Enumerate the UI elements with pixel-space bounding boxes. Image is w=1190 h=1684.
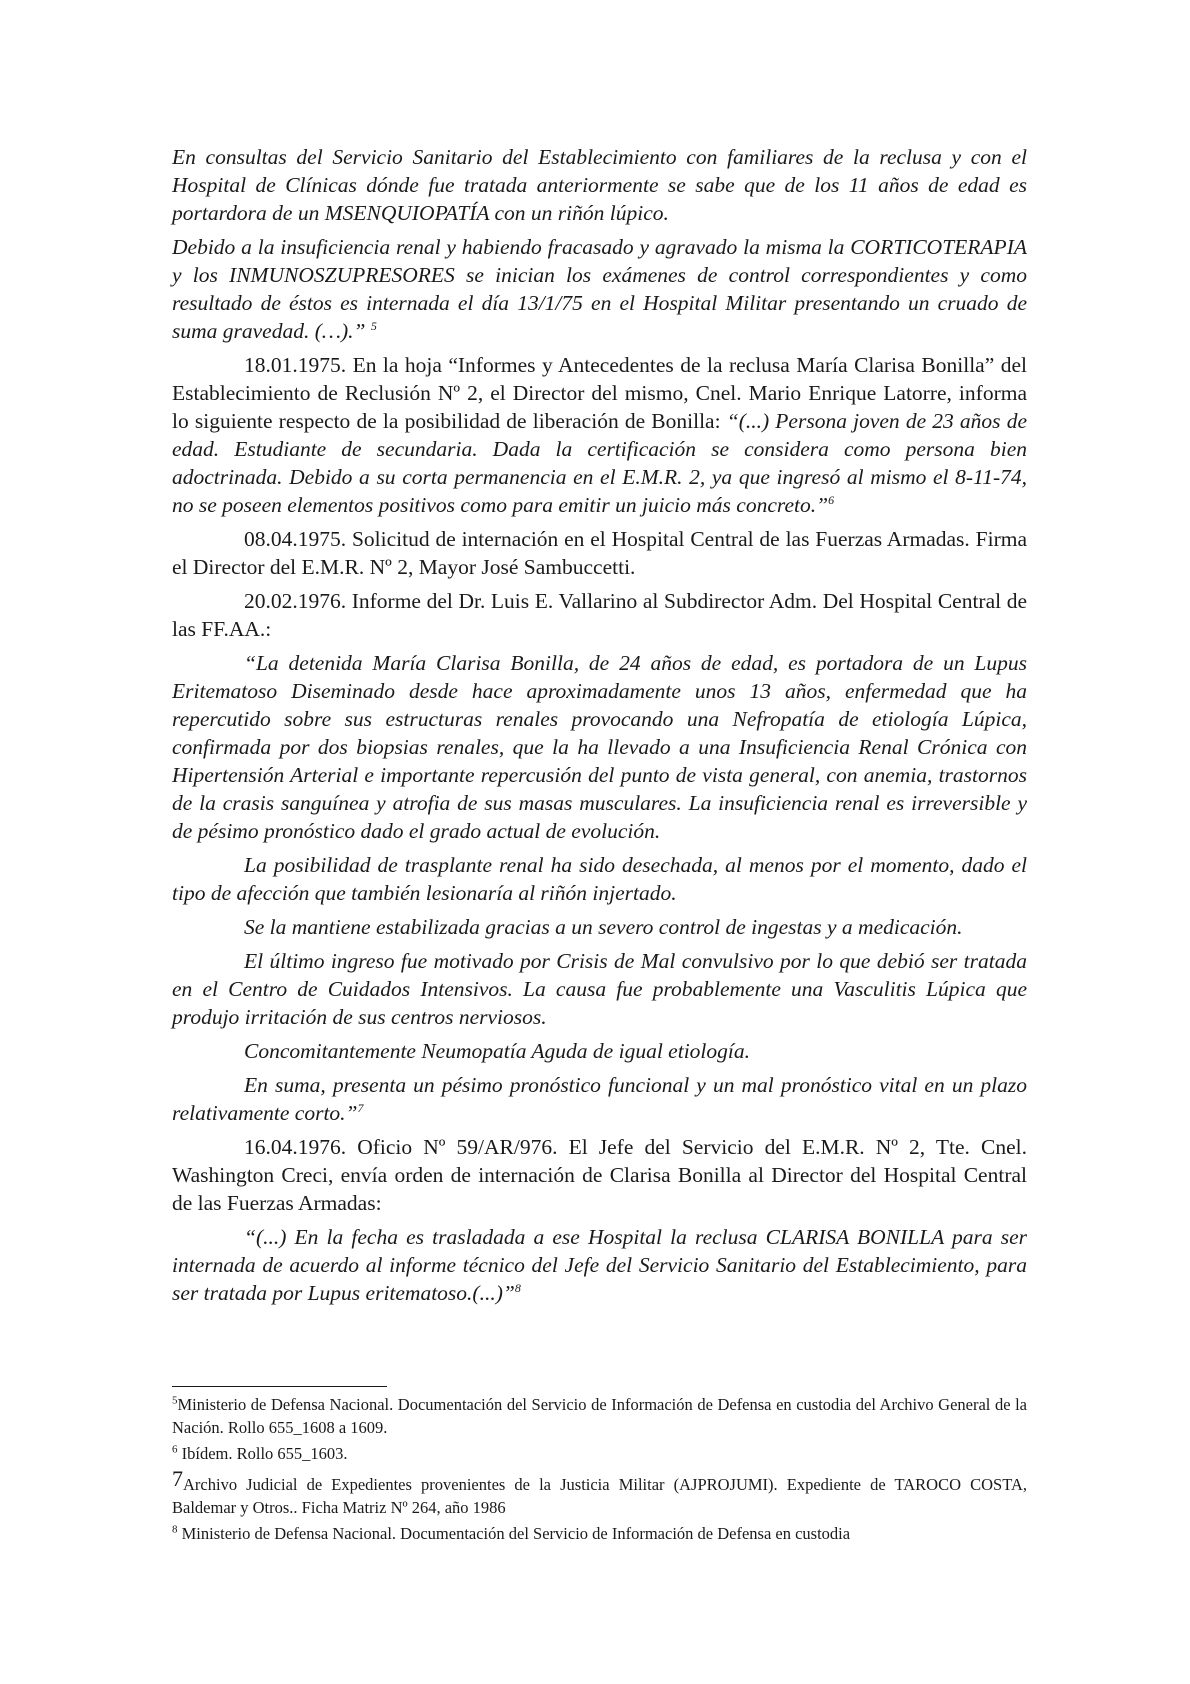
paragraph-08-04-1975 <box>172 525 1027 581</box>
paragraph-text: 16.04.1976. Oficio Nº 59/AR/976. El Jefe del Servicio del E.M.R. Nº 2, Tte. Cnel. Washington Creci, envía orden de internación de Clarisa Bonilla al Director del Hospital Central de las Fuerzas Armadas: <box>172 1135 1027 1215</box>
footnote-text: Ministerio de Defensa Nacional. Documentación del Servicio de Información de Defensa en custodia del Archivo General de la Nación. Rollo 655_1608 a 1609. <box>172 1395 1027 1437</box>
quote-paragraph-traslado <box>172 1223 1027 1307</box>
footnote-number: 7 <box>172 1466 183 1491</box>
footnote-separator <box>172 1386 387 1387</box>
paragraph-20-02-1976 <box>172 587 1027 643</box>
paragraph-text: El último ingreso fue motivado por Crisis de Mal convulsivo por lo que debió ser tratada en el Centro de Cuidados Intensivos. La causa fue probablemente una Vasculitis Lúpica que produjo irritación de sus centros nerviosos. <box>172 949 1027 1029</box>
footnote-7 <box>172 1468 1027 1519</box>
quote-paragraph-trasplante <box>172 851 1027 907</box>
paragraph-text: “La detenida María Clarisa Bonilla, de 24 años de edad, es portadora de un Lupus Eritematoso Diseminado desde hace aproximadamente unos 13 años, enfermedad que ha repercutido sobre sus estructuras renales provocando una Nefropatía de etiología Lúpica, confirmada por dos biopsias renales, que la ha llevado a una Insuficiencia Renal Crónica con Hipertensión Arterial e importante repercusión del punto de vista general, con anemia, trastornos de la crasis sanguínea y atrofia de sus masas musculares. La insuficiencia renal es irreversible y de pésimo pronóstico dado el grado actual de evolución. <box>172 651 1027 843</box>
footnotes <box>172 1393 1027 1548</box>
footnote-number: 5 <box>172 1394 178 1407</box>
quoted-text: “(...) Persona joven de 23 años de edad. Estudiante de secundaria. Dada la certificación se considera como persona bien adoctrinada. Debido a su corta permanencia en el E.M.R. 2, ya que ingresó al mismo el 8-11-74, no se poseen elementos positivos como para emitir un juicio más concreto.” <box>172 409 1028 517</box>
paragraph-text: La posibilidad de trasplante renal ha sido desechada, al menos por el momento, dado el tipo de afección que también lesionaría al riñón injertado. <box>172 853 1027 905</box>
footnote-ref-5: 5 <box>370 318 377 333</box>
footnote-text: Archivo Judicial de Expedientes provenientes de la Justicia Militar (AJPROJUMI). Expediente de TAROCO COSTA, Baldemar y Otros.. Ficha Matriz Nº 264, año 1986 <box>172 1475 1027 1517</box>
quote-paragraph-ultimo-ingreso <box>172 947 1027 1031</box>
footnote-ref-6: 6 <box>828 492 835 507</box>
quote-paragraph-en-suma <box>172 1071 1027 1127</box>
paragraph-text: “(...) En la fecha es trasladada a ese Hospital la reclusa CLARISA BONILLA para ser internada de acuerdo al informe técnico del Jefe del Servicio Sanitario del Establecimiento, para ser tratada por Lupus eritematoso.(...)” <box>172 1225 1027 1305</box>
paragraph-text: 18.01.1975. En la hoja “Informes y Antecedentes de la reclusa María Clarisa Bonilla” del Establecimiento de Reclusión Nº 2, el Director del mismo, Cnel. Mario Enrique Latorre, informa lo siguiente respecto de la posibilidad de liberación de Bonilla: <box>172 353 1027 433</box>
footnote-text: Ministerio de Defensa Nacional. Documentación del Servicio de Información de Defensa en custodia <box>177 1524 851 1543</box>
footnote-ref-8: 8 <box>514 1280 521 1295</box>
paragraph-text: 08.04.1975. Solicitud de internación en el Hospital Central de las Fuerzas Armadas. Firma el Director del E.M.R. Nº 2, Mayor José Sambuccetti. <box>172 527 1027 579</box>
body-text <box>172 143 1027 1313</box>
footnote-5 <box>172 1393 1027 1439</box>
quote-paragraph-detenida <box>172 649 1027 845</box>
footnote-number: 8 <box>172 1523 178 1536</box>
quote-paragraph-estabilizada <box>172 913 1027 941</box>
paragraph-text: Se la mantiene estabilizada gracias a un severo control de ingestas y a medicación. <box>244 915 963 939</box>
footnote-text: Ibídem. Rollo 655_1603. <box>177 1444 348 1463</box>
paragraph-insuficiencia <box>172 233 1027 345</box>
paragraph-consultas <box>172 143 1027 227</box>
paragraph-text: Concomitantemente Neumopatía Aguda de igual etiología. <box>244 1039 750 1063</box>
paragraph-18-01-1975 <box>172 351 1027 519</box>
paragraph-16-04-1976 <box>172 1133 1027 1217</box>
footnote-number: 6 <box>172 1443 178 1456</box>
footnote-ref-7: 7 <box>357 1100 364 1115</box>
paragraph-text: Debido a la insuficiencia renal y habiendo fracasado y agravado la misma la CORTICOTERAPIA y los INMUNOSZUPRESORES se inician los exámenes de control correspondientes y como resultado de éstos es internada el día 13/1/75 en el Hospital Militar presentando un cruado de suma gravedad. (…).” <box>172 235 1027 343</box>
paragraph-text: 20.02.1976. Informe del Dr. Luis E. Vallarino al Subdirector Adm. Del Hospital Central de las FF.AA.: <box>172 589 1027 641</box>
quote-paragraph-neumopatia <box>172 1037 1027 1065</box>
paragraph-text: En consultas del Servicio Sanitario del Establecimiento con familiares de la reclusa y con el Hospital de Clínicas dónde fue tratada anteriormente se sabe que de los 11 años de edad es portardora de un MSENQUIOPATÍA con un riñón lúpico. <box>172 145 1027 225</box>
paragraph-text: En suma, presenta un pésimo pronóstico funcional y un mal pronóstico vital en un plazo relativamente corto.” <box>172 1073 1027 1125</box>
footnote-8 <box>172 1522 1027 1545</box>
footnote-6 <box>172 1442 1027 1465</box>
